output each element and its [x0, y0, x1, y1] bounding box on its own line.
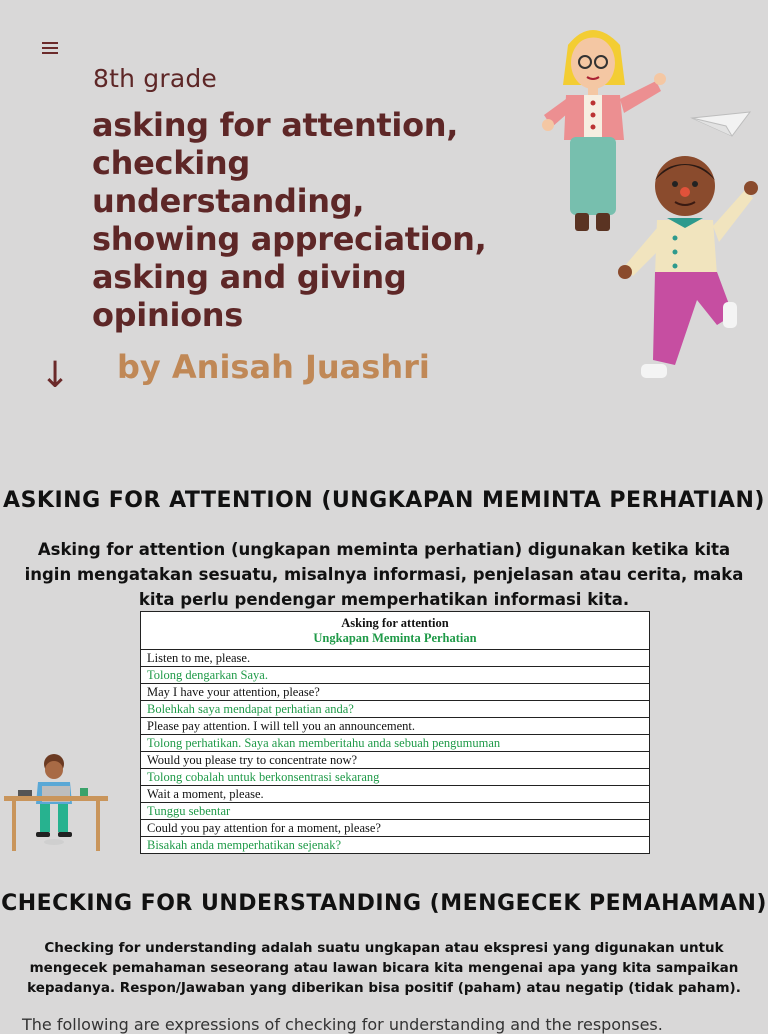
page-title: asking for attention, checking understanding, showing appreciation, asking and giving opinions	[92, 106, 487, 334]
table-cell-indonesian: Tunggu sebentar	[141, 803, 650, 820]
table-header-english: Asking for attention	[341, 615, 449, 630]
table-cell-indonesian: Bisakah anda memperhatikan sejenak?	[141, 837, 650, 854]
table-cell-indonesian: Tolong dengarkan Saya.	[141, 667, 650, 684]
table-cell-indonesian: Tolong perhatikan. Saya akan memberitahu anda sebuah pengumuman	[141, 735, 650, 752]
section-heading-asking-for-attention: ASKING FOR ATTENTION (UNGKAPAN MEMINTA PERHATIAN)	[3, 488, 765, 514]
table-row	[141, 752, 650, 769]
section-paragraph-asking-for-attention: Asking for attention (ungkapan meminta perhatian) digunakan ketika kita ingin mengatakan sesuatu, misalnya informasi, penjelasan atau cerita, maka kita perlu pendengar memperhatikan informasi kita.	[24, 539, 744, 609]
table-row	[141, 820, 650, 837]
table-header-row	[141, 612, 650, 650]
table-cell-indonesian: Tolong cobalah untuk berkonsentrasi sekarang	[141, 769, 650, 786]
table-cell-english: May I have your attention, please?	[141, 684, 650, 701]
author-name: by Anisah Juashri	[117, 348, 430, 386]
table-row	[141, 769, 650, 786]
table-row	[141, 786, 650, 803]
table-row	[141, 667, 650, 684]
table-row	[141, 735, 650, 752]
table-cell-english: Listen to me, please.	[141, 650, 650, 667]
paper-plane-icon	[690, 110, 752, 142]
section-paragraph-checking-for-understanding: Checking for understanding adalah suatu ungkapan atau ekspresi yang digunakan untuk mengecek pemahaman seseorang atau lawan bicara kita mengenai apa yang kita sampaikan kepadanya. Respon/Jawaban yang diberikan bisa positif (paham) atau negatip (tidak paham).	[27, 939, 741, 996]
table-row	[141, 718, 650, 735]
table-header-cell	[141, 612, 650, 650]
table-cell-english: Please pay attention. I will tell you an announcement.	[141, 718, 650, 735]
section-intro-text: The following are expressions of checking for understanding and the responses.	[22, 1015, 663, 1034]
person-at-desk-illustration	[2, 750, 110, 858]
arrow-down-icon[interactable]: ↓	[40, 355, 71, 396]
table-header-indonesian: Ungkapan Meminta Perhatian	[313, 630, 477, 645]
section-heading-checking-for-understanding: CHECKING FOR UNDERSTANDING (MENGECEK PEMAHAMAN)	[1, 891, 767, 917]
table-row	[141, 684, 650, 701]
table-row	[141, 837, 650, 854]
table-cell-indonesian: Bolehkah saya mendapat perhatian anda?	[141, 701, 650, 718]
asking-for-attention-table	[140, 611, 650, 854]
man-character-illustration	[605, 150, 765, 390]
table-row	[141, 650, 650, 667]
table-cell-english: Could you pay attention for a moment, please?	[141, 820, 650, 837]
table-row	[141, 701, 650, 718]
table-row	[141, 803, 650, 820]
hamburger-menu-icon[interactable]	[42, 40, 58, 58]
table-cell-english: Wait a moment, please.	[141, 786, 650, 803]
grade-label: 8th grade	[93, 64, 218, 93]
table-cell-english: Would you please try to concentrate now?	[141, 752, 650, 769]
